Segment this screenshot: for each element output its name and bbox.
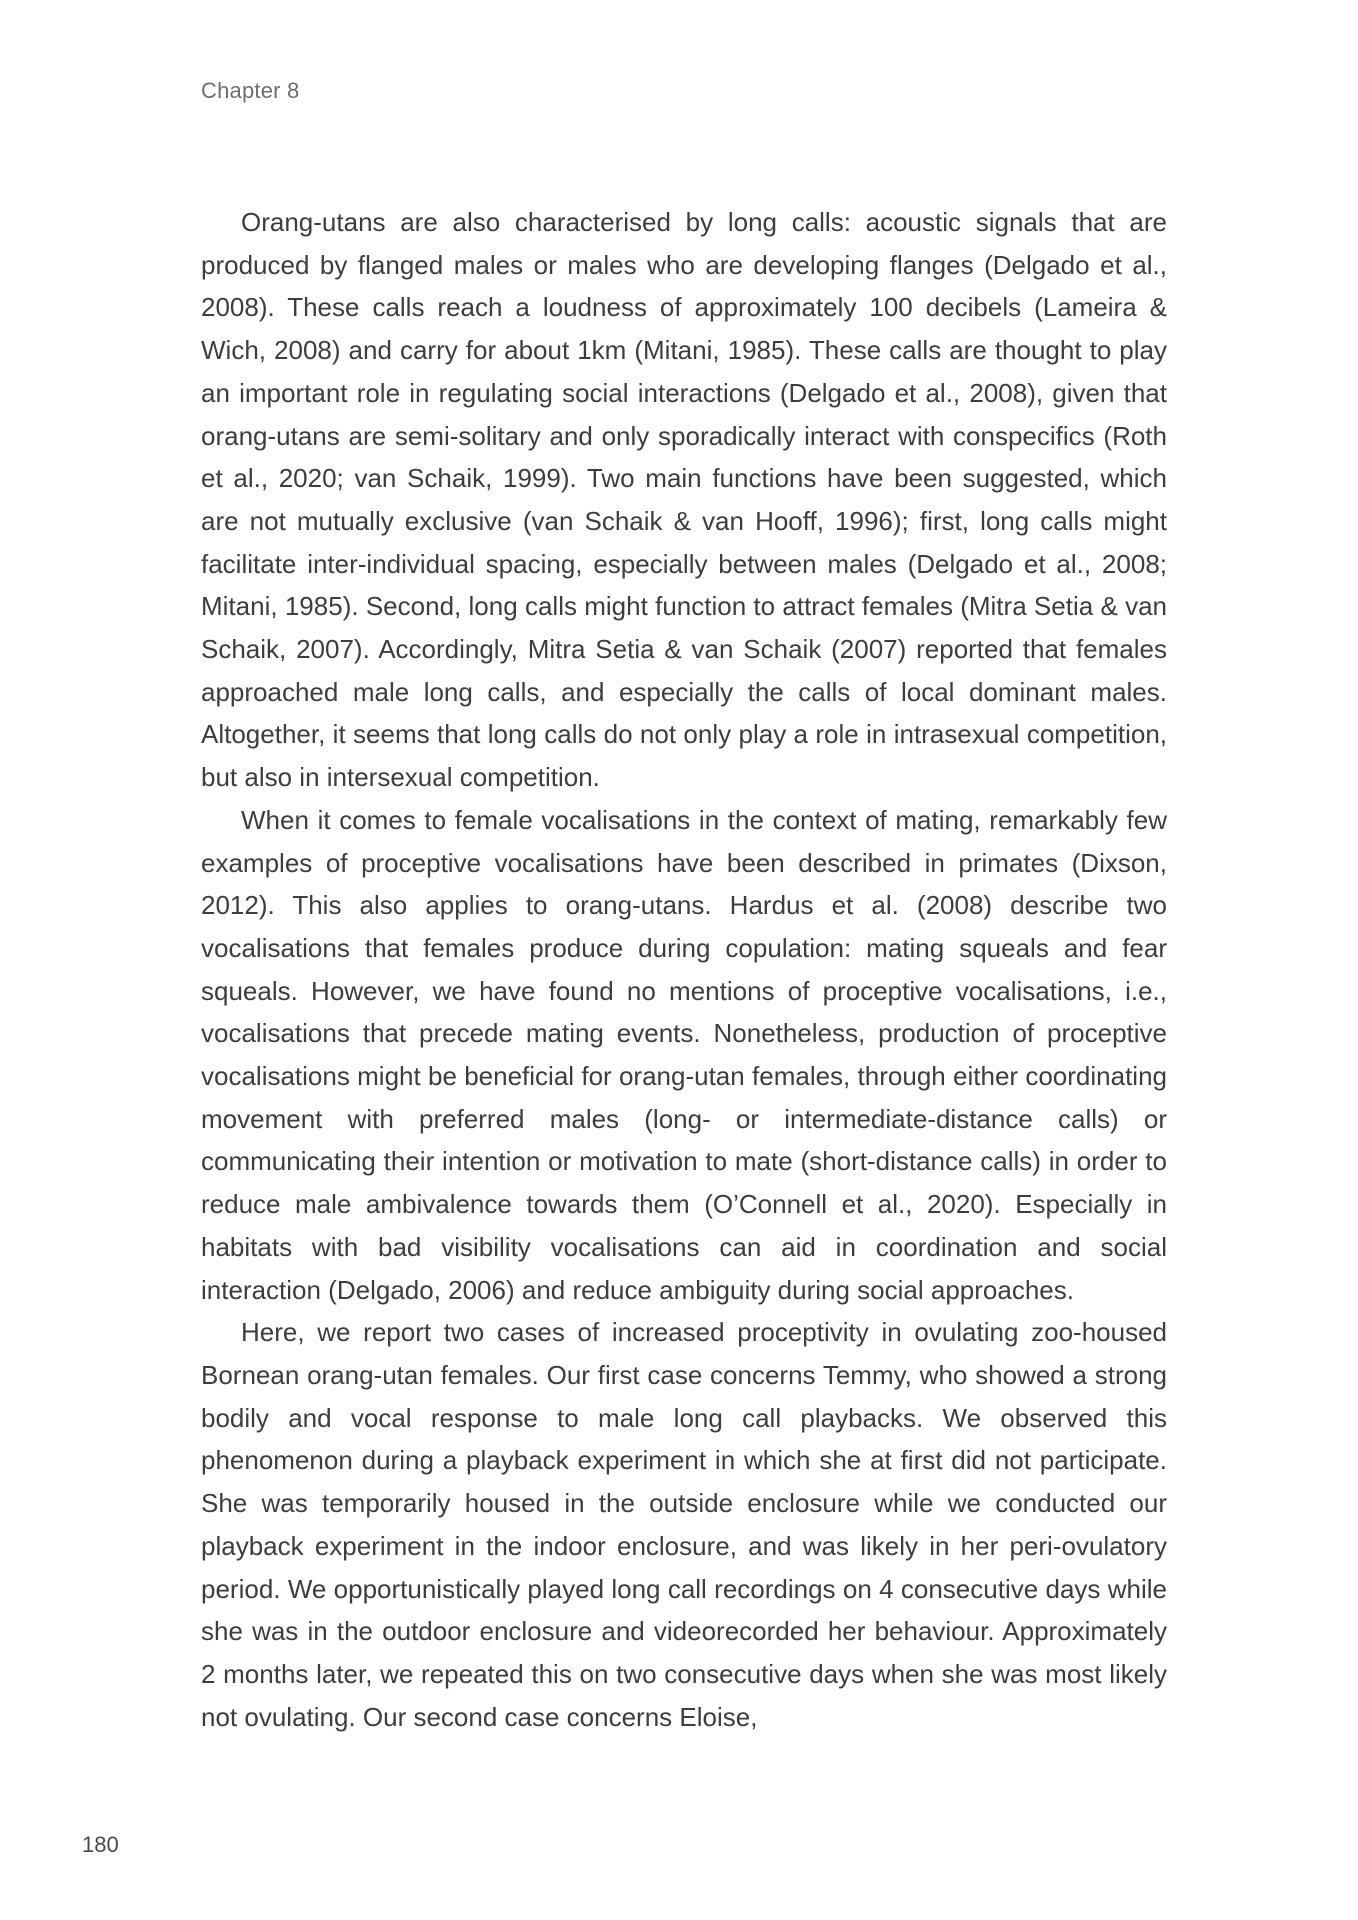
paragraph: Orang-utans are also characterised by long calls: acoustic signals that are produced by flanged males or males who are developing flanges (Delgado et al., 2008). These calls reach a loudness of approximately 100 decibels (Lameira & Wich, 2008) and carry for about 1km (Mitani, 1985). These calls are thought to play an important role in regulating social interactions (Delgado et al., 2008), given that orang-utans are semi-solitary and only sporadically interact with conspecifics (Roth et al., 2020; van Schaik, 1999). Two main functions have been suggested, which are not mutually exclusive (van Schaik & van Hooff, 1996); first, long calls might facilitate inter-individual spacing, especially between males (Delgado et al., 2008; Mitani, 1985). Second, long calls might function to attract females (Mitra Setia & van Schaik, 2007). Accordingly, Mitra Setia & van Schaik (2007) reported that females approached male long calls, and especially the calls of local dominant males. Altogether, it seems that long calls do not only play a role in intrasexual competition, but also in intersexual competition. (201, 207, 1167, 793)
paragraph: When it comes to female vocalisations in the context of mating, remarkably few examples of proceptive vocalisations have been described in primates (Dixson, 2012). This also applies to orang-utans. Hardus et al. (2008) describe two vocalisations that females produce during copulation: mating squeals and fear squeals. However, we have found no mentions of proceptive vocalisations, i.e., vocalisations that precede mating events. Nonetheless, production of proceptive vocalisations might be beneficial for orang-utan females, through either coordinating movement with preferred males (long- or intermediate-distance calls) or communicating their intention or motivation to mate (short-distance calls) in order to reduce male ambivalence towards them (O’Connell et al., 2020). Especially in habitats with bad visibility vocalisations can aid in coordination and social interaction (Delgado, 2006) and reduce ambiguity during social approaches. (201, 804, 1167, 1305)
body-text (201, 201, 1167, 1738)
running-head: Chapter 8 (201, 78, 300, 103)
page-number: 180 (82, 1832, 119, 1857)
paragraph: Here, we report two cases of increased proceptivity in ovulating zoo-housed Bornean orang-utan females. Our first case concerns Temmy, who showed a strong bodily and vocal response to male long call playbacks. We observed this phenomenon during a playback experiment in which she at first did not participate. She was temporarily housed in the outside enclosure while we conducted our playback experiment in the indoor enclosure, and was likely in her peri-ovulatory period. We opportunistically played long call recordings on 4 consecutive days while she was in the outdoor enclosure and videorecorded her behaviour. Approximately 2 months later, we repeated this on two consecutive days when she was most likely not ovulating. Our second case concerns Eloise, (201, 1317, 1167, 1732)
